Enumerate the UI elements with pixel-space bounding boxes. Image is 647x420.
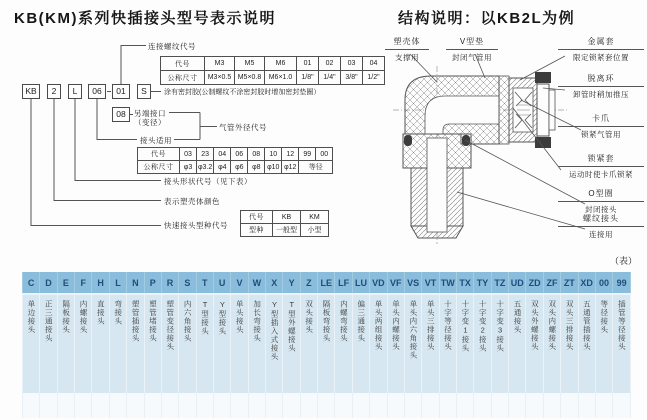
shape-name-vertical-text: 双头内螺接头 [547, 300, 557, 351]
model-box-alt-port: 08 [112, 107, 130, 122]
shape-empty-cell [404, 393, 421, 418]
shape-code-label: 接头形状代号（见下表） [164, 177, 252, 186]
shape-name-vertical-text: T型外螺接头 [287, 300, 297, 353]
shape-name-vertical-text: 弯接头 [113, 300, 123, 326]
shape-name-cell [248, 294, 265, 393]
shape-table-empty-row [23, 393, 631, 418]
shape-name-cell [179, 294, 196, 393]
thread-code-cell: M6 [265, 57, 297, 71]
shape-name-vertical-text: 十字变3接头 [495, 300, 505, 353]
shape-code-header: W [248, 272, 265, 294]
shape-name-vertical-text: 正三通接头 [44, 300, 54, 343]
shape-empty-cell [456, 393, 473, 418]
shape-empty-cell [526, 393, 543, 418]
shape-code-header: LU [352, 272, 369, 294]
shape-name-cell [456, 294, 473, 393]
shape-name-cell [404, 294, 421, 393]
shape-empty-cell [40, 393, 57, 418]
shape-name-vertical-text: 单头内六角接头 [408, 300, 418, 360]
shape-code-header: N [127, 272, 144, 294]
shape-code-header: Y [283, 272, 300, 294]
thread-row2-label: 公称尺寸 [161, 71, 205, 85]
shape-name-vertical-text: 单头内螺接头 [391, 300, 401, 351]
thread-size-cell: 3/8" [341, 71, 363, 85]
shape-empty-cell [144, 393, 161, 418]
tube-code-cell: 04 [214, 148, 231, 161]
alt-port-sub-label: （变径） [134, 118, 166, 127]
tube-code-cell: 99 [299, 148, 316, 161]
callout-v-seal-name: V型垫 [446, 36, 498, 50]
model-box-color: 2 [47, 84, 61, 99]
shape-name-cell [109, 294, 126, 393]
shape-name-cell [283, 294, 300, 393]
thread-code-cell: M3 [205, 57, 235, 71]
shape-name-vertical-text: 加长弯接头 [252, 300, 262, 343]
shape-code-header: ZD [526, 272, 543, 294]
callout-release-ring [558, 73, 644, 100]
shape-name-vertical-text: 单头接头 [235, 300, 245, 334]
thread-code-label: 连接螺纹代号 [148, 42, 196, 51]
series-row1-label: 代号 [241, 211, 273, 224]
callout-release-ring-name: 脱离环 [558, 73, 644, 87]
shape-name-vertical-text: 双头三排接头 [565, 300, 575, 351]
shape-empty-cell [231, 393, 248, 418]
series-codes-row [241, 211, 329, 224]
shape-name-vertical-text: 内六角接头 [183, 300, 193, 343]
callout-lock-sleeve-name: 锁紧套 [558, 153, 644, 167]
callout-metal-sleeve [558, 36, 644, 63]
shape-name-cell [526, 294, 543, 393]
shape-code-header: X [266, 272, 283, 294]
shape-name-cell [439, 294, 456, 393]
thread-size-cell: 1/8" [297, 71, 319, 85]
sealant-note: 涂有密封胶(公制螺纹不涂密封胶时增加密封垫圈） [164, 89, 321, 96]
shape-code-header: 00 [595, 272, 612, 294]
shape-name-cell [127, 294, 144, 393]
series-code-cell: KM [301, 211, 329, 224]
model-box-thread: 01 [112, 84, 130, 99]
shape-name-cell [196, 294, 213, 393]
callout-o-ring [558, 188, 644, 215]
thread-codes-row [161, 57, 385, 71]
right-section-title: 结构说明：以KB2L为例 [398, 10, 576, 27]
series-code-label: 快速接头型种代号 [164, 221, 228, 230]
alt-port-label: 另端接口 [134, 109, 166, 118]
shape-empty-cell [543, 393, 560, 418]
shape-empty-cell [595, 393, 612, 418]
tube-row1-label: 代号 [138, 148, 180, 161]
tube-code-cell: 08 [248, 148, 265, 161]
shape-code-header: VD [370, 272, 387, 294]
shape-name-vertical-text: 五通管插接头 [582, 300, 592, 351]
shape-code-header: ZF [543, 272, 560, 294]
shape-name-cell [300, 294, 317, 393]
shape-code-header: TZ [491, 272, 508, 294]
shell-color-label: 表示塑壳体颜色 [164, 197, 220, 206]
shape-name-vertical-text: 塑管插接头 [131, 300, 141, 343]
shape-name-vertical-text: 十字变1接头 [460, 300, 470, 353]
tube-code-cell: 12 [282, 148, 299, 161]
shape-code-header: TX [456, 272, 473, 294]
shape-code-header: F [75, 272, 92, 294]
thread-code-table [160, 56, 385, 85]
thread-size-cell: M6×1.0 [265, 71, 297, 85]
shape-code-header: E [57, 272, 74, 294]
thread-size-cell: M3×0.5 [205, 71, 235, 85]
shape-empty-cell [248, 393, 265, 418]
shape-name-cell [422, 294, 439, 393]
thread-code-cell: 03 [341, 57, 363, 71]
shape-name-vertical-text: 单边接头 [26, 300, 36, 334]
tube-size-cell: φ10 [265, 161, 282, 174]
series-type-table [240, 210, 329, 237]
callout-lock-sleeve-desc: 运动时使卡爪锁紧 [569, 170, 633, 179]
tube-code-cell: 06 [231, 148, 248, 161]
shape-empty-cell [179, 393, 196, 418]
tube-size-cell: φ3 [180, 161, 197, 174]
series-row2-label: 型种 [241, 224, 273, 237]
shape-empty-cell [474, 393, 491, 418]
callout-threaded-joint-desc: 连接用 [589, 230, 613, 239]
shape-empty-cell [23, 393, 40, 418]
shape-empty-cell [491, 393, 508, 418]
shape-name-cell [266, 294, 283, 393]
callout-v-seal-desc: 封闭气管用 [452, 53, 492, 62]
shape-code-header: Z [300, 272, 317, 294]
fitting-apply-label: 接头适用 [140, 136, 172, 145]
callout-lock-sleeve [558, 153, 644, 180]
thread-code-cell: 02 [319, 57, 341, 71]
shape-code-header: ZT [561, 272, 578, 294]
left-section-title: KB(KM)系列快插接头型号表示说明 [14, 10, 276, 27]
shape-name-cell [161, 294, 178, 393]
thread-code-cell: M5 [235, 57, 265, 71]
callout-claw [558, 113, 644, 140]
callout-o-ring-desc: 封闭接头 [585, 205, 617, 214]
model-box-series: KB [22, 84, 40, 99]
shape-name-vertical-text: 十字等径接头 [443, 300, 453, 351]
shape-code-header: VS [404, 272, 421, 294]
thread-size-cell: M5×0.8 [235, 71, 265, 85]
shape-name-vertical-text: 直接头 [96, 300, 106, 326]
shape-code-header: TW [439, 272, 456, 294]
shape-name-cell [92, 294, 109, 393]
tube-codes-row [138, 148, 333, 161]
callout-plastic-shell-name: 塑壳体 [385, 36, 429, 50]
shape-code-header: H [92, 272, 109, 294]
shape-empty-cell [283, 393, 300, 418]
shape-code-header: U [213, 272, 230, 294]
tube-code-cell: 03 [180, 148, 197, 161]
shape-empty-cell [266, 393, 283, 418]
thread-sizes-row [161, 71, 385, 85]
shape-code-header: V [231, 272, 248, 294]
callout-plastic-shell [385, 36, 429, 63]
tube-size-cell: φ3.2 [197, 161, 214, 174]
thread-row1-label: 代号 [161, 57, 205, 71]
thread-code-cell: 04 [363, 57, 385, 71]
callout-metal-sleeve-name: 金属套 [558, 36, 644, 50]
model-box-shape: L [68, 84, 82, 99]
shape-name-cell [23, 294, 40, 393]
shape-empty-cell [57, 393, 74, 418]
shape-name-cell [491, 294, 508, 393]
shape-name-vertical-text: T型接头 [200, 300, 210, 336]
shape-name-cell [57, 294, 74, 393]
tube-size-span-cell: 等径 [299, 161, 333, 174]
shape-name-cell [509, 294, 526, 393]
callout-release-ring-desc: 卸管时稍加推压 [573, 90, 629, 99]
shape-name-cell [578, 294, 595, 393]
callout-o-ring-name: O型圈 [558, 188, 644, 202]
shape-name-vertical-text: 偏三通接头 [356, 300, 366, 343]
shape-empty-cell [196, 393, 213, 418]
shape-name-cell [387, 294, 404, 393]
model-box-tube: 06 [88, 84, 106, 99]
model-box-sealant: S [137, 84, 151, 99]
shape-code-header: LF [335, 272, 352, 294]
shape-name-vertical-text: Y型接头 [217, 300, 227, 336]
shape-empty-cell [335, 393, 352, 418]
tube-size-cell: φ12 [282, 161, 299, 174]
shape-empty-cell [161, 393, 178, 418]
tube-size-cell: φ4 [214, 161, 231, 174]
shape-empty-cell [578, 393, 595, 418]
shape-name-cell [335, 294, 352, 393]
shape-name-cell [213, 294, 230, 393]
shape-name-vertical-text: 双头外螺接头 [530, 300, 540, 351]
shape-empty-cell [352, 393, 369, 418]
shape-code-header: L [109, 272, 126, 294]
shape-name-vertical-text: 隔板接头 [61, 300, 71, 334]
callout-claw-desc: 锁紧气管用 [581, 130, 621, 139]
shape-empty-cell [318, 393, 335, 418]
shape-name-vertical-text: 塑管堵接头 [148, 300, 158, 343]
series-code-cell: KB [273, 211, 301, 224]
shape-name-cell [613, 294, 631, 393]
shape-name-cell [474, 294, 491, 393]
thread-code-cell: 01 [297, 57, 319, 71]
shape-name-vertical-text: 等径接头 [599, 300, 609, 334]
table-reference-note: （表） [610, 256, 638, 266]
shape-code-table [22, 272, 631, 418]
thread-size-cell: 1/4" [319, 71, 341, 85]
shape-code-header: P [144, 272, 161, 294]
tube-code-cell: 10 [265, 148, 282, 161]
shape-name-vertical-text: 隔板弯接头 [322, 300, 332, 343]
shape-code-header: T [196, 272, 213, 294]
shape-empty-cell [109, 393, 126, 418]
shape-name-vertical-text: 单头三排接头 [426, 300, 436, 351]
shape-code-header: VF [387, 272, 404, 294]
shape-name-vertical-text: 十字变2接头 [478, 300, 488, 353]
shape-name-vertical-text: 五通接头 [512, 300, 522, 334]
shape-code-header: LE [318, 272, 335, 294]
shape-name-vertical-text: 插管等径接头 [617, 300, 627, 351]
shape-name-vertical-text: 内螺接头 [79, 300, 88, 334]
tube-row2-label: 公称尺寸 [138, 161, 180, 174]
series-type-cell: 小型 [301, 224, 329, 237]
shape-code-header: VT [422, 272, 439, 294]
shape-empty-cell [370, 393, 387, 418]
shape-name-cell [543, 294, 560, 393]
shape-name-vertical-text: 单头两组接头 [374, 300, 384, 351]
tube-size-cell: φ6 [231, 161, 248, 174]
tube-od-table [137, 147, 333, 174]
callout-threaded-joint [558, 213, 644, 240]
shape-name-cell [561, 294, 578, 393]
shape-empty-cell [439, 393, 456, 418]
shape-code-header: C [23, 272, 40, 294]
callout-plastic-shell-desc: 支撑用 [395, 53, 419, 62]
shape-name-vertical-text: Y型插入式接头 [269, 300, 279, 361]
shape-empty-cell [300, 393, 317, 418]
shape-code-header: TY [474, 272, 491, 294]
shape-name-cell [370, 294, 387, 393]
shape-name-cell [318, 294, 335, 393]
shape-code-header: XD [578, 272, 595, 294]
shape-empty-cell [509, 393, 526, 418]
tube-sizes-row [138, 161, 333, 174]
callout-claw-name: 卡爪 [558, 113, 644, 127]
shape-table-header-row [23, 272, 631, 294]
shape-empty-cell [422, 393, 439, 418]
shape-name-cell [595, 294, 612, 393]
series-type-cell: 一般型 [273, 224, 301, 237]
shape-code-header: D [40, 272, 57, 294]
shape-empty-cell [127, 393, 144, 418]
callout-v-seal [446, 36, 498, 63]
tube-code-cell: 23 [197, 148, 214, 161]
shape-table-name-row [23, 294, 631, 393]
series-types-row [241, 224, 329, 237]
shape-name-vertical-text: 塑管变径接头 [165, 300, 175, 351]
shape-empty-cell [75, 393, 92, 418]
tube-code-cell: 00 [316, 148, 333, 161]
shape-code-header: S [179, 272, 196, 294]
tube-size-cell: φ8 [248, 161, 265, 174]
callout-metal-sleeve-desc: 限定锁紧套位置 [573, 53, 629, 62]
shape-code-header: 99 [613, 272, 631, 294]
shape-name-cell [40, 294, 57, 393]
thread-size-cell: 1/2" [363, 71, 385, 85]
shape-name-cell [75, 294, 92, 393]
callout-threaded-joint-name: 螺纹接头 [558, 213, 644, 227]
shape-empty-cell [213, 393, 230, 418]
shape-empty-cell [561, 393, 578, 418]
shape-code-header: UD [509, 272, 526, 294]
shape-name-cell [231, 294, 248, 393]
shape-empty-cell [387, 393, 404, 418]
tube-od-label: 气管外径代号 [219, 123, 267, 132]
shape-code-header: R [161, 272, 178, 294]
shape-name-vertical-text: 双头接头 [304, 300, 314, 334]
shape-name-cell [352, 294, 369, 393]
shape-name-cell [144, 294, 161, 393]
shape-empty-cell [92, 393, 109, 418]
shape-empty-cell [613, 393, 631, 418]
shape-name-vertical-text: 内螺弯接头 [339, 300, 349, 343]
